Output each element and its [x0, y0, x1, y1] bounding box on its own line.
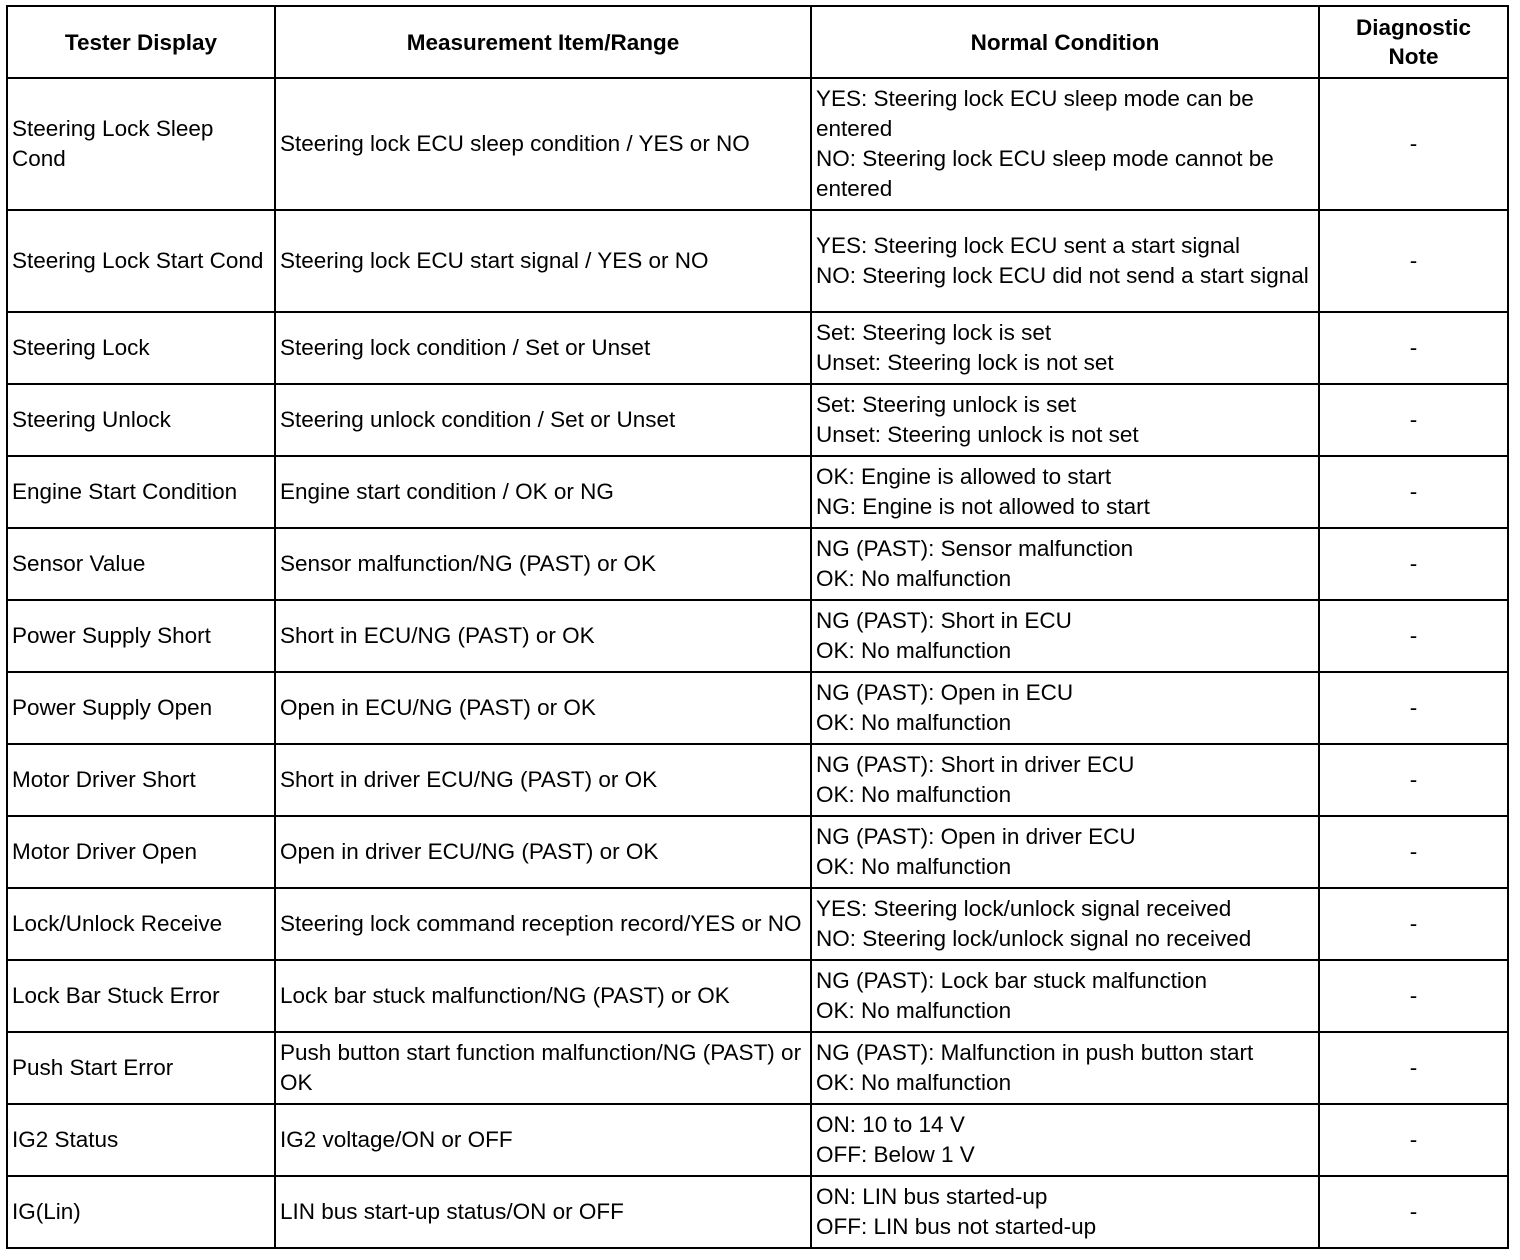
table-row: [7, 384, 1508, 456]
cell-normal-condition: [811, 210, 1319, 312]
normal-condition-line: ON: LIN bus started-up: [816, 1184, 1048, 1209]
table-row: [7, 888, 1508, 960]
normal-condition-line: OFF: Below 1 V: [816, 1142, 975, 1167]
normal-condition-line: ON: 10 to 14 V: [816, 1112, 965, 1137]
normal-condition-line: NG (PAST): Open in driver ECU: [816, 824, 1136, 849]
normal-condition-line: OK: No malfunction: [816, 854, 1012, 879]
cell-normal-condition: [811, 528, 1319, 600]
cell-diagnostic-note: -: [1319, 78, 1508, 210]
cell-measurement-item: Steering lock ECU sleep condition / YES or NO: [275, 78, 811, 210]
cell-normal-condition: [811, 384, 1319, 456]
table-row: [7, 210, 1508, 312]
table-row: [7, 1104, 1508, 1176]
header-diagnostic-note-line1: Diagnostic: [1355, 15, 1472, 40]
cell-tester-display: Steering Lock Start Cond: [7, 210, 275, 312]
diagnostic-data-table: [6, 5, 1509, 1249]
cell-diagnostic-note: -: [1319, 744, 1508, 816]
cell-measurement-item: Steering unlock condition / Set or Unset: [275, 384, 811, 456]
normal-condition-line: YES: Steering lock/unlock signal received: [816, 896, 1232, 921]
cell-diagnostic-note: -: [1319, 960, 1508, 1032]
cell-diagnostic-note: -: [1319, 1032, 1508, 1104]
cell-diagnostic-note: -: [1319, 456, 1508, 528]
normal-condition-line: OK: No malfunction: [816, 782, 1012, 807]
cell-measurement-item: LIN bus start-up status/ON or OFF: [275, 1176, 811, 1248]
cell-normal-condition: [811, 672, 1319, 744]
cell-diagnostic-note: -: [1319, 312, 1508, 384]
cell-diagnostic-note: -: [1319, 1104, 1508, 1176]
cell-tester-display: Engine Start Condition: [7, 456, 275, 528]
table-row: [7, 528, 1508, 600]
cell-tester-display: Motor Driver Short: [7, 744, 275, 816]
cell-tester-display: Power Supply Short: [7, 600, 275, 672]
cell-diagnostic-note: -: [1319, 888, 1508, 960]
cell-normal-condition: [811, 1032, 1319, 1104]
table-row: [7, 1176, 1508, 1248]
cell-tester-display: Motor Driver Open: [7, 816, 275, 888]
cell-normal-condition: [811, 600, 1319, 672]
cell-measurement-item: Lock bar stuck malfunction/NG (PAST) or OK: [275, 960, 811, 1032]
cell-tester-display: Power Supply Open: [7, 672, 275, 744]
cell-tester-display: IG(Lin): [7, 1176, 275, 1248]
cell-normal-condition: [811, 816, 1319, 888]
header-tester-display: Tester Display: [7, 6, 275, 78]
header-diagnostic-note-line2: Note: [1388, 44, 1439, 69]
cell-tester-display: Steering Lock Sleep Cond: [7, 78, 275, 210]
normal-condition-line: OK: No malfunction: [816, 638, 1012, 663]
cell-measurement-item: Short in ECU/NG (PAST) or OK: [275, 600, 811, 672]
cell-tester-display: Sensor Value: [7, 528, 275, 600]
table-header-row: [7, 6, 1508, 78]
normal-condition-line: NG (PAST): Lock bar stuck malfunction: [816, 968, 1207, 993]
cell-diagnostic-note: -: [1319, 528, 1508, 600]
cell-normal-condition: [811, 1104, 1319, 1176]
cell-normal-condition: [811, 744, 1319, 816]
cell-normal-condition: [811, 78, 1319, 210]
normal-condition-line: YES: Steering lock ECU sleep mode can be entered: [816, 86, 1254, 141]
header-normal-condition: Normal Condition: [811, 6, 1319, 78]
normal-condition-line: OFF: LIN bus not started-up: [816, 1214, 1097, 1239]
normal-condition-line: Unset: Steering lock is not set: [816, 350, 1114, 375]
header-measurement-item: Measurement Item/Range: [275, 6, 811, 78]
cell-tester-display: Steering Unlock: [7, 384, 275, 456]
cell-normal-condition: [811, 312, 1319, 384]
normal-condition-line: NO: Steering lock ECU sleep mode cannot be entered: [816, 146, 1274, 201]
normal-condition-line: Set: Steering lock is set: [816, 320, 1052, 345]
header-diagnostic-note: [1319, 6, 1508, 78]
normal-condition-line: YES: Steering lock ECU sent a start signal: [816, 233, 1240, 258]
table-row: [7, 456, 1508, 528]
cell-tester-display: Push Start Error: [7, 1032, 275, 1104]
normal-condition-line: OK: No malfunction: [816, 1070, 1012, 1095]
cell-normal-condition: [811, 456, 1319, 528]
normal-condition-line: NO: Steering lock/unlock signal no received: [816, 926, 1252, 951]
normal-condition-line: NG (PAST): Short in driver ECU: [816, 752, 1135, 777]
table-row: [7, 78, 1508, 210]
normal-condition-line: NG (PAST): Open in ECU: [816, 680, 1074, 705]
table-row: [7, 672, 1508, 744]
normal-condition-line: NG: Engine is not allowed to start: [816, 494, 1150, 519]
cell-measurement-item: Open in ECU/NG (PAST) or OK: [275, 672, 811, 744]
normal-condition-line: OK: No malfunction: [816, 998, 1012, 1023]
cell-measurement-item: Steering lock ECU start signal / YES or NO: [275, 210, 811, 312]
normal-condition-line: NO: Steering lock ECU did not send a start signal: [816, 263, 1309, 288]
table-row: [7, 600, 1508, 672]
cell-normal-condition: [811, 960, 1319, 1032]
normal-condition-line: NG (PAST): Sensor malfunction: [816, 536, 1134, 561]
cell-diagnostic-note: -: [1319, 600, 1508, 672]
cell-measurement-item: Steering lock command reception record/YES or NO: [275, 888, 811, 960]
normal-condition-line: OK: Engine is allowed to start: [816, 464, 1112, 489]
normal-condition-line: OK: No malfunction: [816, 566, 1012, 591]
cell-measurement-item: Push button start function malfunction/NG (PAST) or OK: [275, 1032, 811, 1104]
normal-condition-line: NG (PAST): Malfunction in push button start: [816, 1040, 1254, 1065]
normal-condition-line: NG (PAST): Short in ECU: [816, 608, 1072, 633]
cell-measurement-item: IG2 voltage/ON or OFF: [275, 1104, 811, 1176]
cell-diagnostic-note: -: [1319, 816, 1508, 888]
table-row: [7, 960, 1508, 1032]
cell-measurement-item: Open in driver ECU/NG (PAST) or OK: [275, 816, 811, 888]
normal-condition-line: OK: No malfunction: [816, 710, 1012, 735]
cell-normal-condition: [811, 888, 1319, 960]
table-row: [7, 816, 1508, 888]
normal-condition-line: Unset: Steering unlock is not set: [816, 422, 1139, 447]
cell-measurement-item: Short in driver ECU/NG (PAST) or OK: [275, 744, 811, 816]
table-row: [7, 1032, 1508, 1104]
cell-diagnostic-note: -: [1319, 1176, 1508, 1248]
cell-diagnostic-note: -: [1319, 210, 1508, 312]
cell-tester-display: IG2 Status: [7, 1104, 275, 1176]
cell-tester-display: Lock/Unlock Receive: [7, 888, 275, 960]
cell-normal-condition: [811, 1176, 1319, 1248]
cell-measurement-item: Engine start condition / OK or NG: [275, 456, 811, 528]
cell-tester-display: Lock Bar Stuck Error: [7, 960, 275, 1032]
cell-diagnostic-note: -: [1319, 384, 1508, 456]
cell-diagnostic-note: -: [1319, 672, 1508, 744]
cell-tester-display: Steering Lock: [7, 312, 275, 384]
table-row: [7, 312, 1508, 384]
table-row: [7, 744, 1508, 816]
normal-condition-line: Set: Steering unlock is set: [816, 392, 1077, 417]
cell-measurement-item: Steering lock condition / Set or Unset: [275, 312, 811, 384]
cell-measurement-item: Sensor malfunction/NG (PAST) or OK: [275, 528, 811, 600]
